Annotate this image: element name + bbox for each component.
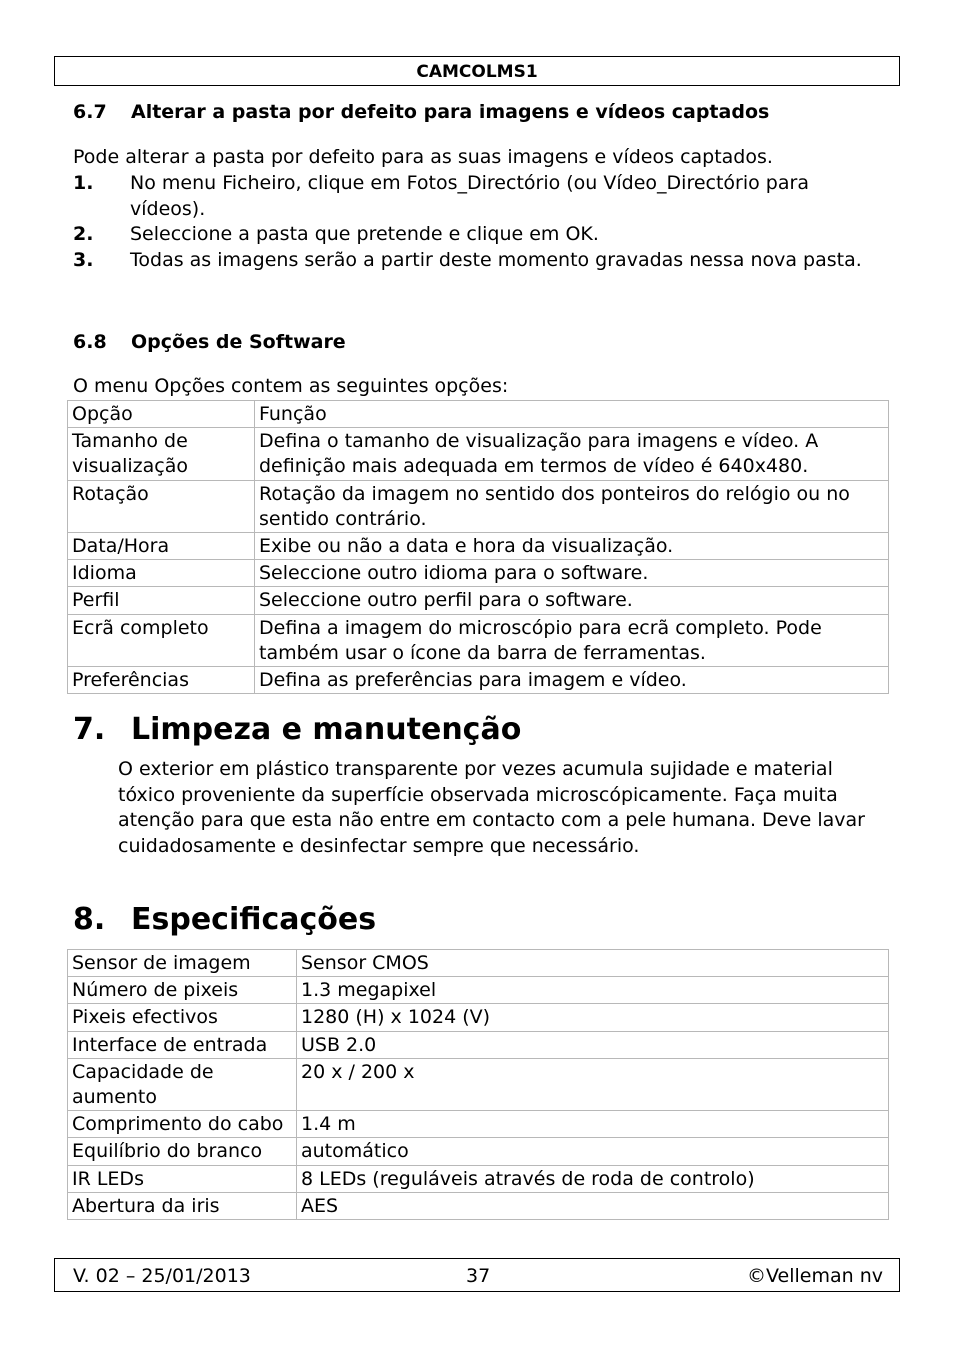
spec-label-cell: Capacidade de aumento [68,1058,297,1110]
section-7-text: O exterior em plástico transparente por vezes acumula sujidade e material tóxico proveniente da superfície observada microscópicamente. Faça muita atenção para que esta não entre em contacto com a pele humana. Deve lavar cuidadosamente e desinfectar sempre que necessário. [118,758,865,857]
table-header-row [68,401,889,428]
section-7-heading [73,712,521,747]
option-cell: Data/Hora [68,533,255,560]
table-row [68,950,889,977]
section-number: 7. [73,712,106,747]
spec-value-cell: Sensor CMOS [297,950,889,977]
table-row [68,1165,889,1192]
table-row [68,533,889,560]
steps-list [73,171,883,273]
footer-copyright: ©Velleman nv [747,1265,883,1287]
table-header-cell: Função [255,401,889,428]
function-cell: Exibe ou não a data e hora da visualização. [255,533,889,560]
option-cell: Preferências [68,667,255,694]
section-number: 8. [73,902,106,937]
spec-label-cell: Interface de entrada [68,1031,297,1058]
section-title: Alterar a pasta por defeito para imagens e vídeos captados [131,101,770,123]
list-item: 2. Seleccione a pasta que pretende e clique em OK. [73,223,599,245]
table-row [68,1192,889,1219]
spec-label-cell: Número de pixeis [68,977,297,1004]
section-6-7-heading [73,101,769,123]
function-cell: Seleccione outro perfil para o software. [255,587,889,614]
options-table [67,400,889,694]
footer-version: V. 02 – 25/01/2013 [73,1265,251,1287]
section-title: Opções de Software [131,331,346,353]
spec-label-cell: Sensor de imagem [68,950,297,977]
option-cell: Tamanho de visualização [68,428,255,480]
section-number: 6.7 [73,101,107,123]
table-row [68,480,889,532]
function-cell: Defina as preferências para imagem e vídeo. [255,667,889,694]
spec-value-cell: USB 2.0 [297,1031,889,1058]
spec-value-cell: 1.3 megapixel [297,977,889,1004]
table-row [68,614,889,666]
table-row [68,667,889,694]
section-6-8-heading [73,331,346,353]
table-row [68,1004,889,1031]
spec-label-cell: IR LEDs [68,1165,297,1192]
section-title: Especificações [131,902,377,937]
list-item: 1. No menu Ficheiro, clique em Fotos_Directório (ou Vídeo_Directório para vídeos). [73,172,809,220]
table-row [68,587,889,614]
function-cell: Rotação da imagem no sentido dos ponteiros do relógio ou no sentido contrário. [255,480,889,532]
table-row [68,977,889,1004]
spec-value-cell: 8 LEDs (reguláveis através de roda de controlo) [297,1165,889,1192]
spec-value-cell: 1280 (H) x 1024 (V) [297,1004,889,1031]
spec-value-cell: 1.4 m [297,1111,889,1138]
section-8-heading [73,902,376,937]
spec-value-cell: AES [297,1192,889,1219]
table-header-cell: Opção [68,401,255,428]
section-number: 6.8 [73,331,107,353]
spec-value-cell: 20 x / 200 x [297,1058,889,1110]
table-row [68,1111,889,1138]
option-cell: Perfil [68,587,255,614]
spec-label-cell: Pixeis efectivos [68,1004,297,1031]
function-cell: Defina a imagem do microscópio para ecrã completo. Pode também usar o ícone da barra de ferramentas. [255,614,889,666]
spec-label-cell: Comprimento do cabo [68,1111,297,1138]
option-cell: Rotação [68,480,255,532]
option-cell: Idioma [68,560,255,587]
function-cell: Defina o tamanho de visualização para imagens e vídeo. A definição mais adequada em termos de vídeo é 640x480. [255,428,889,480]
specifications-table [67,949,889,1220]
page-header [54,56,900,86]
table-row [68,428,889,480]
page-footer [54,1258,900,1292]
option-cell: Ecrã completo [68,614,255,666]
section-title: Limpeza e manutenção [131,712,522,747]
model-name: CAMCOLMS1 [416,62,538,82]
table-row [68,1138,889,1165]
function-cell: Seleccione outro idioma para o software. [255,560,889,587]
table-row [68,1058,889,1110]
table-row [68,1031,889,1058]
list-item: 3. Todas as imagens serão a partir deste momento gravadas nessa nova pasta. [73,248,862,271]
spec-value-cell: automático [297,1138,889,1165]
table-row [68,560,889,587]
page-number: 37 [466,1265,491,1287]
spec-label-cell: Abertura da iris [68,1192,297,1219]
section-6-8-intro: O menu Opções contem as seguintes opções: [73,375,509,397]
section-6-7-intro: Pode alterar a pasta por defeito para as suas imagens e vídeos captados. [73,146,773,168]
spec-label-cell: Equilíbrio do branco [68,1138,297,1165]
